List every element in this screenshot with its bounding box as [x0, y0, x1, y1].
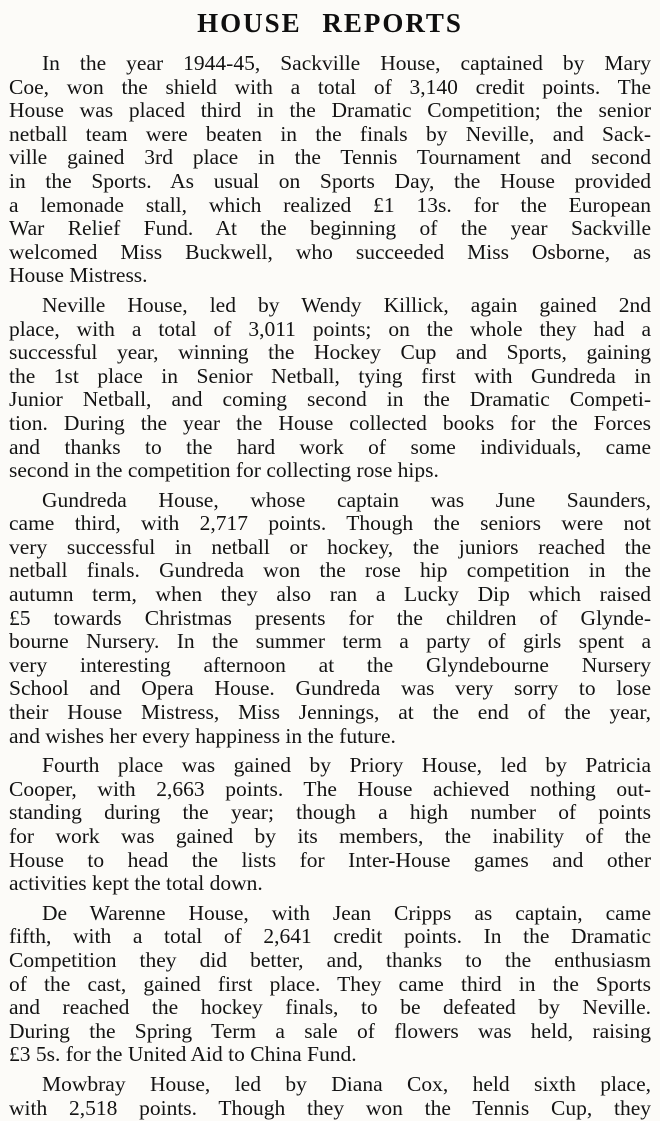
paragraph-dewarenne [9, 902, 651, 1067]
text-line: House to head the lists for Inter-House games and other [9, 847, 651, 872]
text-line: During the Spring Term a sale of flowers was held, raising [9, 1018, 651, 1043]
paragraph-sackville [9, 52, 651, 288]
text-line: place, with a total of 3,011 points; on the whole they had a [9, 316, 651, 341]
text-line: tion. During the year the House collected books for the Forces [9, 410, 651, 435]
text-line: War Relief Fund. At the beginning of the year Sackville [9, 216, 651, 241]
text-line: and wishes her every happiness in the future. [9, 723, 396, 748]
text-line: activities kept the total down. [9, 871, 263, 896]
text-line: for work was gained by its members, the inability of the [9, 824, 651, 848]
paragraph-mowbray [9, 1073, 651, 1120]
paragraph-gundreda [9, 489, 651, 749]
text-line: Neville House, led by Wendy Killick, again gained 2nd [42, 292, 651, 317]
text-line: fifth, with a total of 2,641 credit points. In the Dramatic [9, 924, 651, 949]
text-line: their House Mistress, Miss Jennings, at the end of the year, [9, 700, 651, 725]
text-line: Competition they did better, and, thanks to the enthusiasm [9, 947, 651, 972]
text-line: House was placed third in the Dramatic Competition; the senior [9, 98, 651, 123]
text-line: autumn term, when they also ran a Lucky Dip which raised [9, 582, 651, 607]
page-title: HOUSE REPORTS [197, 8, 463, 38]
text-line: second in the competition for collecting rose hips. [9, 458, 439, 483]
text-line: Gundreda House, whose captain was June Saunders, [42, 487, 651, 512]
text-line: bourne Nursery. In the summer term a party of girls spent a [9, 629, 651, 654]
text-line: came third, with 2,717 points. Though the seniors were not [9, 511, 651, 536]
text-line: with 2,518 points. Though they won the Tennis Cup, they [9, 1095, 651, 1120]
text-line: In the year 1944-45, Sackville House, captained by Mary [42, 51, 651, 75]
text-line: successful year, winning the Hockey Cup and Sports, gaining [9, 340, 651, 365]
text-line: the 1st place in Senior Netball, tying first with Gundreda in [9, 363, 651, 388]
text-line: very interesting afternoon at the Glyndebourne Nursery [9, 652, 651, 677]
text-line: Fourth place was gained by Priory House, led by Patricia [42, 753, 651, 778]
text-line: in the Sports. As usual on Sports Day, the House provided [9, 168, 651, 193]
text-line: standing during the year; though a high number of points [9, 800, 651, 825]
text-line: £5 towards Christmas presents for the children of Glynde- [9, 605, 651, 630]
text-line: a lemonade stall, which realized £1 13s. for the European [9, 192, 651, 217]
text-line: Cooper, with 2,663 points. The House achieved nothing out- [9, 776, 651, 801]
text-line: very successful in netball or hockey, the juniors reached the [9, 534, 651, 559]
paragraph-priory [9, 754, 651, 896]
text-line: De Warenne House, with Jean Cripps as captain, came [42, 900, 651, 925]
document-body [9, 52, 651, 1120]
text-line: netball finals. Gundreda won the rose hip competition in the [9, 558, 651, 583]
text-line: ville gained 3rd place in the Tennis Tournament and second [9, 145, 651, 170]
text-line: welcomed Miss Buckwell, who succeeded Miss Osborne, as [9, 239, 651, 264]
text-line: School and Opera House. Gundreda was very sorry to lose [9, 676, 651, 701]
text-line: Mowbray House, led by Diana Cox, held sixth place, [42, 1071, 651, 1096]
text-line: £3 5s. for the United Aid to China Fund. [9, 1042, 357, 1067]
text-line: Junior Netball, and coming second in the Dramatic Competi- [9, 387, 651, 412]
text-line: of the cast, gained first place. They came third in the Sports [9, 971, 651, 996]
text-line: and reached the hockey finals, to be defeated by Neville. [9, 995, 651, 1020]
text-line: netball team were beaten in the finals by Neville, and Sack- [9, 121, 651, 146]
paragraph-neville [9, 294, 651, 483]
text-line: and thanks to the hard work of some individuals, came [9, 434, 651, 459]
text-line: House Mistress. [9, 263, 148, 288]
text-line: Coe, won the shield with a total of 3,140 credit points. The [9, 74, 651, 99]
